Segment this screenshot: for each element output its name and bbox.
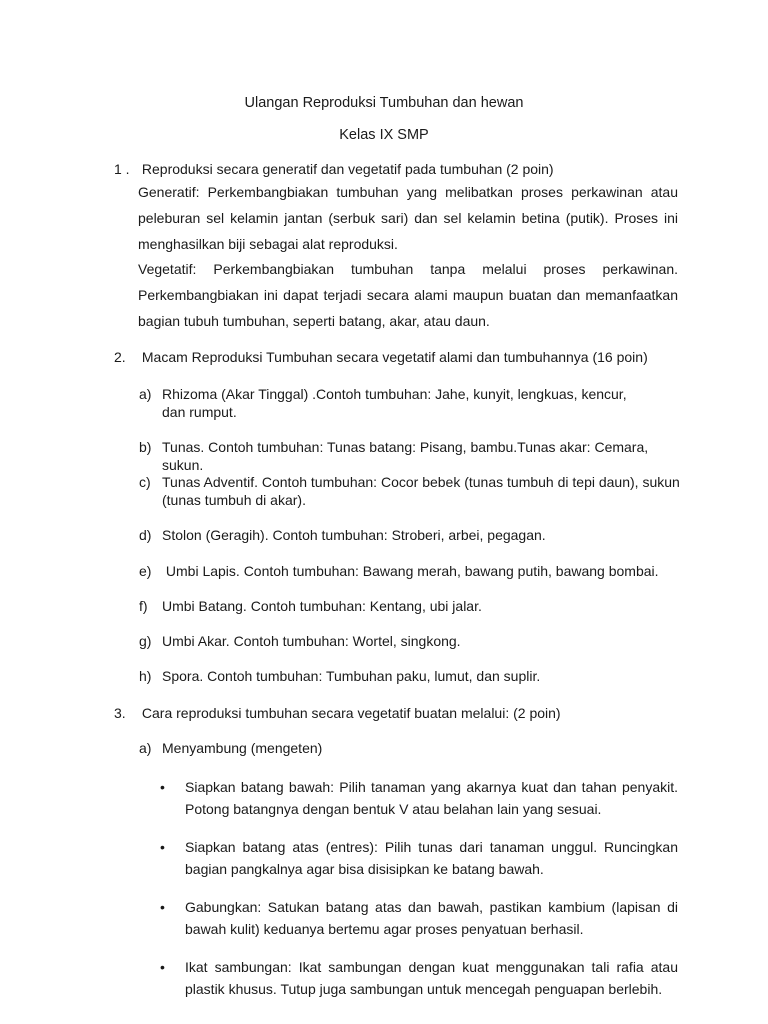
list-item-text: Umbi Batang. Contoh tumbuhan: Kentang, ubi jalar.: [162, 598, 482, 614]
list-item-text: Umbi Akar. Contoh tumbuhan: Wortel, singkong.: [162, 633, 461, 649]
list-item: [139, 598, 684, 616]
list-item: [139, 563, 684, 581]
list-item-letter: b): [139, 439, 152, 455]
bullet-text: Siapkan batang bawah: Pilih tanaman yang akarnya kuat dan tahan penyakit. Potong batangnya dengan bentuk V atau belahan lain yang sesuai.: [185, 779, 678, 817]
question-2: [114, 349, 680, 367]
list-item-text: Umbi Lapis. Contoh tumbuhan: Bawang merah, bawang putih, bawang bombai.: [162, 563, 659, 579]
bullet-item: [160, 776, 678, 820]
definition-generatif: [138, 179, 678, 257]
question-text: Reproduksi secara generatif dan vegetatif pada tumbuhan (2 poin): [141, 161, 554, 177]
bullet-icon: •: [160, 899, 165, 915]
list-item-text: Stolon (Geragih). Contoh tumbuhan: Stroberi, arbei, pegagan.: [162, 527, 546, 543]
question-number: 1 .: [114, 161, 130, 177]
document-subtitle: Kelas IX SMP: [339, 127, 429, 143]
list-item: [139, 386, 684, 422]
definition-text: Perkembangbiakan tumbuhan tanpa melalui proses perkawinan. Perkembangbiakan ini dapat terjadi secara alami maupun buatan dan memanfaatkan bagian tubuh tumbuhan, seperti batang, akar, atau daun.: [138, 261, 678, 329]
question-number: 3.: [114, 705, 126, 721]
definition-vegetatif: [138, 256, 678, 334]
bullet-icon: •: [160, 959, 165, 975]
list-item: [139, 740, 684, 758]
list-item-text: Spora. Contoh tumbuhan: Tumbuhan paku, lumut, dan suplir.: [162, 668, 541, 684]
list-item-letter: c): [139, 474, 151, 490]
definition-label: Generatif:: [138, 184, 200, 200]
list-item-letter: e): [139, 563, 152, 579]
question-number: 2.: [114, 349, 126, 365]
bullet-text: Ikat sambungan: Ikat sambungan dengan kuat menggunakan tali rafia atau plastik khusus. Tutup juga sambungan untuk mencegah penguapan berlebih.: [185, 959, 678, 997]
list-item: [139, 474, 684, 510]
list-item-letter: d): [139, 527, 152, 543]
bullet-text: Gabungkan: Satukan batang atas dan bawah, pastikan kambium (lapisan di bawah kulit) keduanya bertemu agar proses penyatuan berhasil.: [185, 899, 678, 937]
question-text: Macam Reproduksi Tumbuhan secara vegetatif alami dan tumbuhannya (16 poin): [141, 349, 648, 365]
list-item-text: Rhizoma (Akar Tinggal) .Contoh tumbuhan: Jahe, kunyit, lengkuas, kencur, dan rumput.: [162, 386, 627, 420]
definition-label: Vegetatif:: [138, 261, 197, 277]
document-title: Ulangan Reproduksi Tumbuhan dan hewan: [244, 95, 524, 111]
list-item: [139, 668, 684, 686]
question-3: [114, 705, 680, 723]
bullet-text: Siapkan batang atas (entres): Pilih tunas dari tanaman unggul. Runcingkan bagian pangkalnya agar bisa disisipkan ke batang bawah.: [185, 839, 678, 877]
bullet-item: [160, 956, 678, 1000]
question-text: Cara reproduksi tumbuhan secara vegetatif buatan melalui: (2 poin): [141, 705, 561, 721]
bullet-item: [160, 896, 678, 940]
list-item: [139, 633, 684, 651]
list-item-text: Tunas Adventif. Contoh tumbuhan: Cocor bebek (tunas tumbuh di tepi daun), sukun (tunas tumbuh di akar).: [162, 474, 680, 508]
list-item: [139, 527, 684, 545]
bullet-icon: •: [160, 779, 165, 795]
list-item-letter: f): [139, 598, 148, 614]
question-1: [114, 161, 680, 179]
list-item-letter: a): [139, 386, 152, 402]
list-item-text: Menyambung (mengeten): [162, 740, 323, 756]
list-item-text: Tunas. Contoh tumbuhan: Tunas batang: Pisang, bambu.Tunas akar: Cemara, sukun.: [162, 439, 649, 473]
definition-text: Perkembangbiakan tumbuhan yang melibatkan proses perkawinan atau peleburan sel kelamin jantan (serbuk sari) dan sel kelamin betina (putik). Proses ini menghasilkan biji sebagai alat reproduksi.: [138, 184, 679, 252]
list-item: [139, 439, 684, 475]
list-item-letter: g): [139, 633, 152, 649]
bullet-item: [160, 836, 678, 880]
bullet-icon: •: [160, 839, 165, 855]
list-item-letter: a): [139, 740, 152, 756]
list-item-letter: h): [139, 668, 152, 684]
